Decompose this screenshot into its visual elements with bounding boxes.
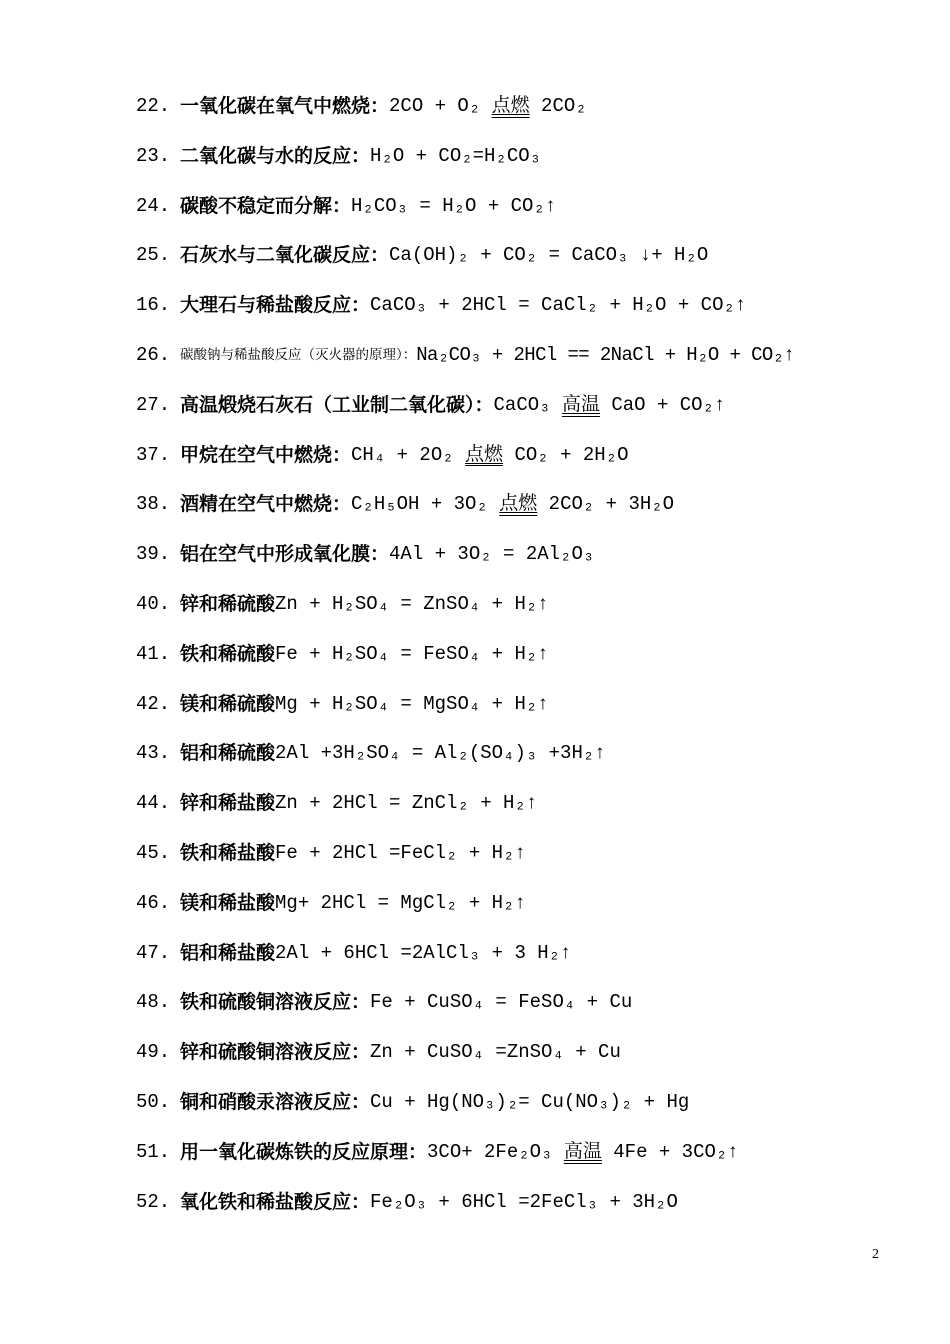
chemical-equation: H₂CO₃ = H₂O + CO₂↑ bbox=[351, 194, 557, 217]
equation-line bbox=[136, 638, 926, 688]
equation-line bbox=[136, 439, 926, 489]
reaction-description: 甲烷在空气中燃烧： bbox=[180, 443, 352, 466]
equation-number: 23. bbox=[136, 144, 171, 167]
equation-number: 52. bbox=[136, 1190, 171, 1213]
equation-number: 25. bbox=[136, 244, 171, 267]
reaction-description: 锌和硫酸铜溶液反应： bbox=[180, 1041, 371, 1064]
chemical-equation: Mg+ 2HCl = MgCl₂ + H₂↑ bbox=[275, 891, 526, 914]
equation-line bbox=[136, 737, 926, 787]
equation-number: 44. bbox=[136, 792, 171, 815]
equation-number: 40. bbox=[136, 592, 171, 615]
reaction-description: 铁和硫酸铜溶液反应： bbox=[180, 991, 371, 1014]
reaction-description: 锌和稀硫酸 bbox=[180, 592, 276, 615]
reaction-description: 高温煅烧石灰石（工业制二氧化碳）： bbox=[180, 393, 494, 416]
reaction-description: 镁和稀盐酸 bbox=[180, 891, 276, 914]
equation-line bbox=[136, 90, 926, 140]
equation-line bbox=[136, 1186, 926, 1236]
equation-line bbox=[136, 289, 926, 339]
chemical-equation: 2Al + 6HCl =2AlCl₃ + 3 H₂↑ bbox=[275, 941, 572, 964]
reaction-description: 酒精在空气中燃烧： bbox=[180, 493, 352, 516]
equation-line bbox=[136, 140, 926, 190]
reaction-condition: 高温 bbox=[561, 393, 600, 416]
chemical-equation: Zn + CuSO₄ =ZnSO₄ + Cu bbox=[370, 1041, 621, 1064]
chemical-equation: Na₂CO₃ + 2HCl == 2NaCl + H₂O + CO₂↑ bbox=[416, 343, 795, 366]
equation-line bbox=[136, 339, 926, 389]
equation-number: 50. bbox=[136, 1090, 171, 1113]
chemical-equation: CaCO₃ + 2HCl = CaCl₂ + H₂O + CO₂↑ bbox=[370, 294, 747, 317]
reaction-description: 镁和稀硫酸 bbox=[180, 692, 276, 715]
chemical-equation: Zn + 2HCl = ZnCl₂ + H₂↑ bbox=[275, 792, 538, 815]
reaction-description: 铝和稀盐酸 bbox=[180, 941, 276, 964]
chemical-equation: H₂O + CO₂=H₂CO₃ bbox=[370, 144, 542, 167]
reaction-description: 碳酸钠与稀盐酸反应（灭火器的原理）： bbox=[180, 346, 417, 363]
chemical-equation: CaCO₃ 高温 CaO + CO₂↑ bbox=[493, 393, 726, 416]
equation-line bbox=[136, 1036, 926, 1086]
equation-line bbox=[136, 588, 926, 638]
reaction-description: 大理石与稀盐酸反应： bbox=[180, 294, 371, 317]
reaction-description: 碳酸不稳定而分解： bbox=[180, 194, 352, 217]
equation-line bbox=[136, 688, 926, 738]
chemical-equation: Zn + H₂SO₄ = ZnSO₄ + H₂↑ bbox=[275, 592, 549, 615]
reaction-description: 石灰水与二氧化碳反应： bbox=[180, 244, 390, 267]
equation-line bbox=[136, 887, 926, 937]
equation-line bbox=[136, 538, 926, 588]
reaction-condition: 点燃 bbox=[491, 95, 530, 117]
equation-line bbox=[136, 787, 926, 837]
equation-number: 47. bbox=[136, 941, 171, 964]
chemical-equation: 2Al +3H₂SO₄ = Al₂(SO₄)₃ +3H₂↑ bbox=[275, 742, 606, 765]
chemical-equation: Fe + H₂SO₄ = FeSO₄ + H₂↑ bbox=[275, 642, 549, 665]
chemical-equation: 2CO + O₂ 点燃 2CO₂ bbox=[389, 95, 587, 117]
chemical-equation: C₂H₅OH + 3O₂ 点燃 2CO₂ + 3H₂O bbox=[351, 493, 675, 516]
equation-number: 24. bbox=[136, 194, 171, 217]
reaction-description: 铁和稀硫酸 bbox=[180, 642, 276, 665]
reaction-description: 锌和稀盐酸 bbox=[180, 792, 276, 815]
equation-number: 48. bbox=[136, 991, 171, 1014]
equation-line bbox=[136, 837, 926, 887]
chemical-equation: CH₄ + 2O₂ 点燃 CO₂ + 2H₂O bbox=[351, 443, 629, 466]
equation-number: 41. bbox=[136, 642, 171, 665]
equation-number: 26. bbox=[136, 343, 171, 366]
equation-line bbox=[136, 389, 926, 439]
reaction-description: 一氧化碳在氧气中燃烧： bbox=[180, 95, 390, 117]
chemical-equation: Ca(OH)₂ + CO₂ = CaCO₃ ↓+ H₂O bbox=[389, 244, 709, 267]
equation-line bbox=[136, 986, 926, 1036]
equation-line bbox=[136, 1086, 926, 1136]
equation-number: 43. bbox=[136, 742, 171, 765]
reaction-description: 用一氧化碳炼铁的反应原理： bbox=[180, 1140, 428, 1163]
equation-number: 27. bbox=[136, 393, 171, 416]
equation-number: 38. bbox=[136, 493, 171, 516]
chemical-equation: 4Al + 3O₂ = 2Al₂O₃ bbox=[389, 543, 595, 566]
reaction-description: 二氧化碳与水的反应： bbox=[180, 144, 371, 167]
equation-line bbox=[136, 488, 926, 538]
equation-number: 42. bbox=[136, 692, 171, 715]
page-number: 2 bbox=[872, 1247, 879, 1262]
chemical-equation: Fe₂O₃ + 6HCl =2FeCl₃ + 3H₂O bbox=[370, 1190, 678, 1213]
reaction-description: 铜和硝酸汞溶液反应： bbox=[180, 1090, 371, 1113]
chemical-equation: Mg + H₂SO₄ = MgSO₄ + H₂↑ bbox=[275, 692, 549, 715]
reaction-description: 铝在空气中形成氧化膜： bbox=[180, 543, 390, 566]
equation-number: 16. bbox=[136, 294, 171, 317]
equation-number: 37. bbox=[136, 443, 171, 466]
reaction-description: 氧化铁和稀盐酸反应： bbox=[180, 1190, 371, 1213]
equation-line bbox=[136, 190, 926, 240]
reaction-condition: 点燃 bbox=[499, 493, 538, 516]
equation-number: 22. bbox=[136, 95, 171, 117]
equation-line bbox=[136, 239, 926, 289]
equation-number: 46. bbox=[136, 891, 171, 914]
equation-number: 49. bbox=[136, 1041, 171, 1064]
equation-number: 45. bbox=[136, 841, 171, 864]
equation-number: 39. bbox=[136, 543, 171, 566]
reaction-condition: 高温 bbox=[563, 1140, 602, 1163]
equation-number: 51. bbox=[136, 1140, 171, 1163]
equation-line bbox=[136, 1136, 926, 1186]
reaction-description: 铝和稀硫酸 bbox=[180, 742, 276, 765]
equation-line bbox=[136, 937, 926, 987]
chemical-equation: 3CO+ 2Fe₂O₃ 高温 4Fe + 3CO₂↑ bbox=[427, 1140, 739, 1163]
chemical-equation: Fe + 2HCl =FeCl₂ + H₂↑ bbox=[275, 841, 526, 864]
equation-list bbox=[136, 90, 926, 1235]
reaction-condition: 点燃 bbox=[465, 443, 504, 466]
chemical-equation: Cu + Hg(NO₃)₂= Cu(NO₃)₂ + Hg bbox=[370, 1090, 690, 1113]
chemical-equation: Fe + CuSO₄ = FeSO₄ + Cu bbox=[370, 991, 633, 1014]
reaction-description: 铁和稀盐酸 bbox=[180, 841, 276, 864]
